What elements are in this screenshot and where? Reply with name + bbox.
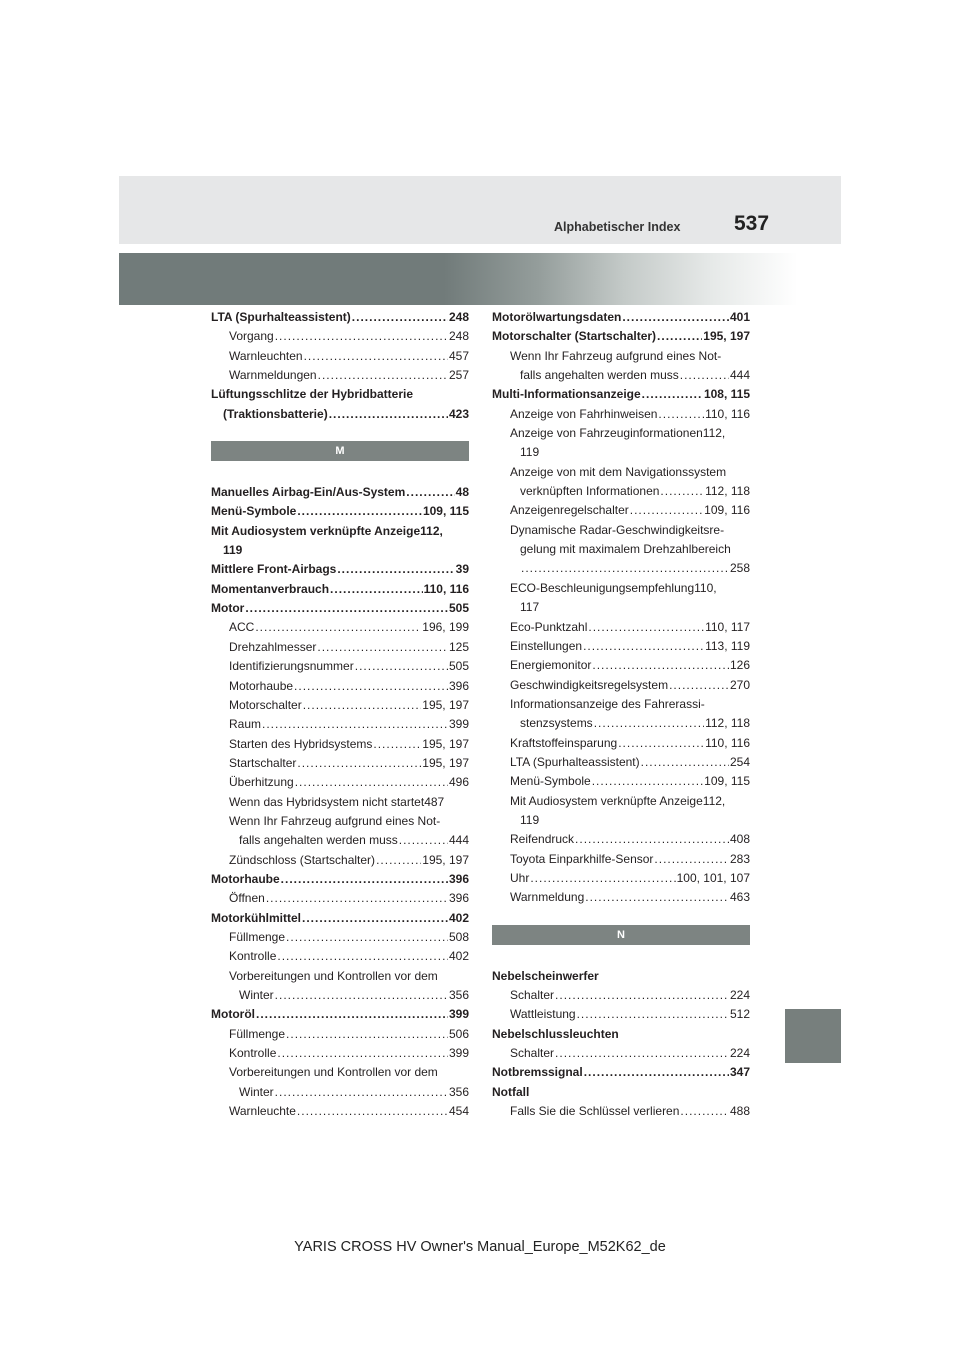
entry-term: Anzeige von Fahrhinweisen bbox=[510, 406, 658, 421]
index-entry bbox=[211, 657, 469, 676]
entry-term: falls angehalten werden muss bbox=[239, 833, 398, 848]
entry-term: Eco-Punktzahl bbox=[510, 619, 588, 634]
entry-term: ACC bbox=[229, 620, 255, 635]
entry-term: Einstellungen bbox=[510, 638, 583, 653]
entry-page-ref: 257 bbox=[448, 368, 469, 383]
entry-term: Mittlere Front-Airbags bbox=[211, 562, 337, 577]
index-entry bbox=[492, 986, 750, 1005]
index-entry bbox=[211, 677, 469, 696]
entry-term: ECO-Beschleunigungsempfehlung bbox=[510, 580, 695, 595]
index-column-left bbox=[211, 308, 469, 1121]
entry-term: Momentanverbrauch bbox=[211, 581, 330, 596]
entry-term: Reifendruck bbox=[510, 832, 575, 847]
dot-leader bbox=[302, 909, 448, 928]
entry-page-ref: 112, 118 bbox=[705, 716, 750, 731]
index-entry bbox=[211, 347, 469, 366]
index-entry bbox=[492, 327, 750, 346]
index-entry bbox=[492, 714, 750, 733]
entry-page-ref: 258 bbox=[729, 561, 750, 576]
entry-term: 119 bbox=[520, 445, 540, 460]
dot-leader bbox=[277, 1044, 448, 1063]
entry-page-ref: 444 bbox=[448, 833, 469, 848]
entry-page-ref: 254 bbox=[729, 754, 750, 769]
index-entry bbox=[492, 637, 750, 656]
entry-page-ref: 224 bbox=[729, 988, 750, 1002]
index-entry bbox=[211, 541, 469, 560]
index-entry bbox=[492, 772, 750, 791]
entry-term: Füllmenge bbox=[229, 929, 286, 944]
entry-page-ref: 488 bbox=[729, 1104, 750, 1119]
dot-leader bbox=[583, 637, 704, 656]
index-entry bbox=[492, 967, 750, 986]
index-entry bbox=[211, 735, 469, 754]
dot-leader bbox=[297, 754, 421, 773]
dot-leader bbox=[618, 734, 704, 753]
dot-leader bbox=[294, 677, 448, 696]
index-entry bbox=[211, 986, 469, 1005]
index-entry bbox=[211, 483, 469, 502]
dot-leader bbox=[281, 870, 448, 889]
entry-page-ref: 423 bbox=[448, 406, 469, 421]
dot-leader bbox=[555, 986, 729, 1005]
page-number: 537 bbox=[734, 212, 770, 235]
entry-term: Zündschloss (Startschalter) bbox=[229, 852, 376, 867]
entry-term: Kontrolle bbox=[229, 1046, 277, 1061]
index-entry bbox=[211, 831, 469, 850]
entry-page-ref: 110, 116 bbox=[705, 735, 750, 750]
entry-page-ref: 396 bbox=[448, 871, 469, 886]
index-entry bbox=[492, 734, 750, 753]
index-entry bbox=[211, 1102, 469, 1121]
entry-page-ref: 512 bbox=[729, 1007, 750, 1022]
index-entry bbox=[492, 1005, 750, 1024]
dot-leader bbox=[584, 1063, 729, 1082]
entry-page-ref: 347 bbox=[729, 1065, 750, 1080]
entry-term: Identifizierungsnummer bbox=[229, 659, 354, 674]
index-entry bbox=[492, 676, 750, 695]
header-gradient-band bbox=[119, 253, 841, 305]
index-entry bbox=[492, 1063, 750, 1082]
index-entry bbox=[492, 482, 750, 501]
entry-page-ref: 112, bbox=[702, 793, 726, 808]
index-entry bbox=[211, 754, 469, 773]
index-entry bbox=[211, 1083, 469, 1102]
entry-term: Schalter bbox=[510, 1046, 555, 1061]
entry-page-ref: 402 bbox=[448, 910, 469, 925]
dot-leader bbox=[355, 657, 448, 676]
dot-leader bbox=[555, 1044, 729, 1063]
dot-leader bbox=[373, 735, 421, 754]
entry-term: Vorgang bbox=[229, 329, 274, 344]
entry-term: Anzeigenregelschalter bbox=[510, 503, 629, 518]
dot-leader bbox=[585, 888, 729, 907]
index-entry bbox=[492, 463, 750, 482]
entry-page-ref: 196, 199 bbox=[422, 620, 469, 635]
entry-page-ref: 100, 101, 107 bbox=[676, 870, 750, 885]
entry-term: Menü-Symbole bbox=[510, 774, 591, 789]
dot-leader bbox=[654, 850, 729, 869]
entry-page-ref: 39 bbox=[455, 562, 469, 577]
index-entry bbox=[211, 851, 469, 870]
index-entry bbox=[492, 308, 750, 327]
index-entry bbox=[211, 928, 469, 947]
index-entry bbox=[211, 947, 469, 966]
entry-page-ref: 270 bbox=[729, 677, 750, 692]
index-entry bbox=[492, 385, 750, 404]
entry-term: gelung mit maximalem Drehzahlbereich bbox=[520, 542, 731, 557]
entry-page-ref: 506 bbox=[448, 1026, 469, 1041]
index-entry bbox=[492, 850, 750, 869]
entry-page-ref: 109, 116 bbox=[704, 503, 750, 518]
index-entry bbox=[492, 347, 750, 366]
entry-term: Lüftungsschlitze der Hybridbatterie bbox=[211, 387, 414, 402]
dot-leader bbox=[577, 1005, 729, 1024]
entry-term: Füllmenge bbox=[229, 1026, 286, 1041]
entry-term: Uhr bbox=[510, 870, 530, 885]
entry-page-ref: 48 bbox=[455, 485, 469, 500]
section-title: Alphabetischer Index bbox=[554, 220, 681, 234]
index-entry bbox=[211, 1005, 469, 1024]
index-entry bbox=[211, 405, 469, 424]
dot-leader bbox=[297, 1102, 448, 1121]
index-entry bbox=[492, 598, 750, 617]
entry-page-ref: 110, 117 bbox=[705, 619, 750, 634]
entry-term: Informationsanzeige des Fahrerassi- bbox=[510, 696, 705, 711]
index-entry bbox=[492, 521, 750, 540]
index-entry bbox=[211, 1044, 469, 1063]
entry-page-ref: 505 bbox=[448, 659, 469, 674]
entry-page-ref: 112, bbox=[702, 426, 726, 441]
entry-term: Motoröl bbox=[211, 1007, 255, 1022]
entry-term: Falls Sie die Schlüssel verlieren bbox=[510, 1104, 680, 1119]
dot-leader bbox=[317, 638, 448, 657]
entry-page-ref: 283 bbox=[729, 851, 750, 866]
dot-leader bbox=[669, 676, 729, 695]
entry-term: LTA (Spurhalteassistent) bbox=[510, 754, 640, 769]
entry-term: Wenn Ihr Fahrzeug aufgrund eines Not- bbox=[229, 813, 441, 828]
index-entry bbox=[211, 696, 469, 715]
entry-page-ref: 396 bbox=[448, 678, 469, 693]
dot-leader bbox=[318, 366, 448, 385]
dot-leader bbox=[303, 696, 422, 715]
entry-term: Drehzahlmesser bbox=[229, 639, 317, 654]
chapter-tab bbox=[785, 1009, 841, 1063]
dot-leader bbox=[286, 1025, 448, 1044]
dot-leader bbox=[329, 405, 448, 424]
entry-term: Warnleuchten bbox=[229, 348, 303, 363]
entry-term: Winter bbox=[239, 1084, 274, 1099]
index-entry bbox=[211, 715, 469, 734]
entry-page-ref: 195, 197 bbox=[422, 736, 469, 751]
dot-leader bbox=[658, 405, 704, 424]
dot-leader bbox=[592, 656, 729, 675]
entry-page-ref: 444 bbox=[729, 368, 750, 383]
dot-leader bbox=[592, 772, 703, 791]
entry-term: Manuelles Airbag-Ein/Aus-System bbox=[211, 485, 406, 500]
index-entry bbox=[492, 753, 750, 772]
index-entry bbox=[211, 580, 469, 599]
header-bar bbox=[119, 176, 841, 244]
entry-term: (Traktionsbatterie) bbox=[223, 406, 328, 421]
entry-term: Starten des Hybridsystems bbox=[229, 736, 373, 751]
entry-term: Motorschalter bbox=[229, 697, 302, 712]
entry-page-ref: 401 bbox=[729, 310, 750, 324]
entry-page-ref: 126 bbox=[729, 658, 750, 673]
entry-term: Vorbereitungen und Kontrollen vor dem bbox=[229, 1065, 438, 1080]
entry-page-ref: 396 bbox=[448, 891, 469, 906]
dot-leader bbox=[304, 347, 448, 366]
index-entry bbox=[492, 424, 750, 443]
entry-term: Motorhaube bbox=[211, 871, 280, 886]
index-entry bbox=[211, 560, 469, 579]
entry-term: Warnmeldungen bbox=[229, 368, 317, 383]
index-entry bbox=[492, 443, 750, 462]
entry-page-ref: 487 bbox=[424, 794, 445, 809]
dot-leader bbox=[406, 483, 454, 502]
dot-leader bbox=[297, 502, 422, 521]
dot-leader bbox=[680, 1102, 729, 1121]
index-entry bbox=[492, 1102, 750, 1121]
entry-page-ref: 496 bbox=[448, 775, 469, 790]
dot-leader bbox=[295, 773, 448, 792]
index-entry bbox=[492, 888, 750, 907]
entry-term: Kraftstoffeinsparung bbox=[510, 735, 618, 750]
index-entry bbox=[492, 579, 750, 598]
index-entry bbox=[211, 773, 469, 792]
entry-term: Warnleuchte bbox=[229, 1104, 296, 1119]
entry-term: Winter bbox=[239, 988, 274, 1002]
dot-leader bbox=[286, 928, 448, 947]
dot-leader bbox=[642, 385, 703, 404]
entry-page-ref: 195, 197 bbox=[422, 852, 469, 867]
index-entry bbox=[211, 793, 469, 812]
dot-leader bbox=[256, 1005, 448, 1024]
entry-term: Notfall bbox=[492, 1084, 530, 1099]
dot-leader bbox=[277, 947, 448, 966]
entry-page-ref: 108, 115 bbox=[703, 387, 750, 402]
entry-page-ref: 454 bbox=[448, 1104, 469, 1119]
entry-term: Geschwindigkeitsregelsystem bbox=[510, 677, 669, 692]
entry-term: Motorhaube bbox=[229, 678, 294, 693]
dot-leader bbox=[594, 714, 704, 733]
entry-page-ref: 112, bbox=[420, 523, 443, 538]
index-entry bbox=[492, 366, 750, 385]
entry-page-ref: 508 bbox=[448, 929, 469, 944]
entry-page-ref: 110, 116 bbox=[423, 581, 469, 596]
entry-term: Notbremssignal bbox=[492, 1065, 583, 1080]
entry-term: Multi-Informationsanzeige bbox=[492, 387, 641, 402]
dot-leader bbox=[275, 1083, 448, 1102]
index-entry bbox=[211, 522, 469, 541]
entry-term: Motorschalter (Startschalter) bbox=[492, 329, 657, 344]
dot-leader bbox=[330, 580, 423, 599]
entry-page-ref: 109, 115 bbox=[704, 774, 750, 789]
index-entry bbox=[211, 1025, 469, 1044]
dot-leader bbox=[352, 308, 448, 327]
index-entry bbox=[492, 618, 750, 637]
entry-term: falls angehalten werden muss bbox=[520, 368, 679, 383]
entry-term: LTA (Spurhalteassistent) bbox=[211, 310, 351, 324]
entry-page-ref: 505 bbox=[448, 601, 469, 616]
index-entry bbox=[211, 638, 469, 657]
entry-term: Motorkühlmittel bbox=[211, 910, 301, 925]
index-entry bbox=[211, 599, 469, 618]
index-entry bbox=[211, 502, 469, 521]
entry-term: Menü-Symbole bbox=[211, 504, 297, 519]
index-entry bbox=[492, 1044, 750, 1063]
entry-term: Wenn Ihr Fahrzeug aufgrund eines Not- bbox=[510, 348, 722, 363]
index-entry bbox=[492, 656, 750, 675]
index-entry bbox=[492, 830, 750, 849]
dot-leader bbox=[266, 889, 448, 908]
index-entry bbox=[492, 405, 750, 424]
entry-term: Nebelschlussleuchten bbox=[492, 1026, 619, 1041]
dot-leader bbox=[622, 308, 729, 327]
entry-term: Nebelscheinwerfer bbox=[492, 968, 599, 983]
dot-leader bbox=[275, 327, 448, 346]
dot-leader bbox=[630, 501, 703, 520]
entry-term: Anzeige von mit dem Navigationssystem bbox=[510, 464, 727, 479]
entry-term: Mit Audiosystem verknüpfte Anzeige bbox=[211, 523, 421, 538]
entry-page-ref: 408 bbox=[729, 832, 750, 847]
index-entry bbox=[211, 308, 469, 327]
entry-term: Kontrolle bbox=[229, 949, 277, 964]
entry-page-ref: 399 bbox=[448, 1046, 469, 1061]
index-entry bbox=[492, 792, 750, 811]
index-entry bbox=[211, 327, 469, 346]
footer-text: YARIS CROSS HV Owner's Manual_Europe_M52K62_de bbox=[294, 1239, 666, 1255]
entry-term: Dynamische Radar-Geschwindigkeitsre- bbox=[510, 522, 725, 537]
entry-term: Mit Audiosystem verknüpfte Anzeige bbox=[510, 793, 703, 808]
index-entry bbox=[492, 1025, 750, 1044]
index-entry bbox=[211, 967, 469, 986]
dot-leader bbox=[337, 560, 454, 579]
index-entry bbox=[492, 695, 750, 714]
dot-leader bbox=[575, 830, 729, 849]
entry-page-ref: 195, 197 bbox=[703, 329, 750, 344]
entry-page-ref: 356 bbox=[448, 988, 469, 1002]
dot-leader bbox=[588, 618, 704, 637]
index-entry bbox=[492, 501, 750, 520]
dot-leader bbox=[680, 366, 729, 385]
index-entry bbox=[211, 366, 469, 385]
letter-heading-m: M bbox=[211, 441, 469, 461]
entry-page-ref: 457 bbox=[448, 348, 469, 363]
dot-leader bbox=[399, 831, 448, 850]
entry-page-ref: 248 bbox=[448, 329, 469, 344]
entry-term: Schalter bbox=[510, 988, 555, 1002]
entry-term: Startschalter bbox=[229, 755, 297, 770]
entry-page-ref: 248 bbox=[448, 310, 469, 324]
entry-term: Energiemonitor bbox=[510, 658, 592, 673]
dot-leader bbox=[262, 715, 448, 734]
index-entry bbox=[211, 889, 469, 908]
dot-leader bbox=[657, 327, 702, 346]
entry-term: Warnmeldung bbox=[510, 890, 585, 905]
entry-page-ref: 356 bbox=[448, 1084, 469, 1099]
entry-page-ref: 402 bbox=[448, 949, 469, 964]
entry-term: 119 bbox=[223, 543, 243, 558]
index-column-right bbox=[492, 308, 750, 1121]
index-entry bbox=[492, 540, 750, 559]
entry-page-ref: 399 bbox=[448, 717, 469, 732]
dot-leader bbox=[521, 559, 729, 578]
entry-term: Öffnen bbox=[229, 891, 265, 906]
entry-page-ref: 110, bbox=[694, 580, 717, 595]
dot-leader bbox=[245, 599, 448, 618]
entry-page-ref: 399 bbox=[448, 1007, 469, 1022]
entry-page-ref: 110, 116 bbox=[705, 406, 750, 421]
dot-leader bbox=[660, 482, 704, 501]
index-entry bbox=[492, 869, 750, 888]
index-entry bbox=[492, 1083, 750, 1102]
index-entry bbox=[211, 870, 469, 889]
index-entry bbox=[211, 1063, 469, 1082]
entry-term: Motor bbox=[211, 601, 245, 616]
entry-page-ref: 195, 197 bbox=[422, 697, 469, 712]
entry-page-ref: 113, 119 bbox=[705, 638, 750, 653]
entry-term: stenzsystems bbox=[520, 716, 593, 731]
index-entry bbox=[211, 385, 469, 404]
index-entry bbox=[211, 812, 469, 831]
entry-page-ref: 109, 115 bbox=[422, 504, 469, 519]
entry-term: Überhitzung bbox=[229, 775, 294, 790]
entry-page-ref: 112, 118 bbox=[705, 484, 750, 499]
entry-page-ref: 195, 197 bbox=[422, 755, 469, 770]
index-entry bbox=[211, 618, 469, 637]
entry-term: Motorölwartungsdaten bbox=[492, 310, 622, 324]
entry-term: 119 bbox=[520, 812, 540, 827]
entry-term: Vorbereitungen und Kontrollen vor dem bbox=[229, 968, 438, 983]
entry-term: Toyota Einparkhilfe-Sensor bbox=[510, 851, 654, 866]
dot-leader bbox=[255, 618, 421, 637]
entry-term: Wattleistung bbox=[510, 1007, 576, 1022]
entry-term: Raum bbox=[229, 717, 262, 732]
entry-page-ref: 463 bbox=[729, 890, 750, 905]
entry-term: verknüpften Informationen bbox=[520, 484, 660, 499]
dot-leader bbox=[376, 851, 421, 870]
index-entry bbox=[211, 909, 469, 928]
index-entry bbox=[492, 559, 750, 578]
entry-page-ref: 125 bbox=[448, 639, 469, 654]
letter-heading-n: N bbox=[492, 925, 750, 945]
entry-term: Wenn das Hybridsystem nicht startet bbox=[229, 794, 425, 809]
dot-leader bbox=[530, 869, 675, 888]
entry-page-ref: 224 bbox=[729, 1046, 750, 1061]
dot-leader bbox=[641, 753, 729, 772]
index-entry bbox=[492, 811, 750, 830]
dot-leader bbox=[275, 986, 448, 1005]
entry-term: Anzeige von Fahrzeuginformationen bbox=[510, 426, 703, 441]
entry-term: 117 bbox=[520, 600, 540, 615]
